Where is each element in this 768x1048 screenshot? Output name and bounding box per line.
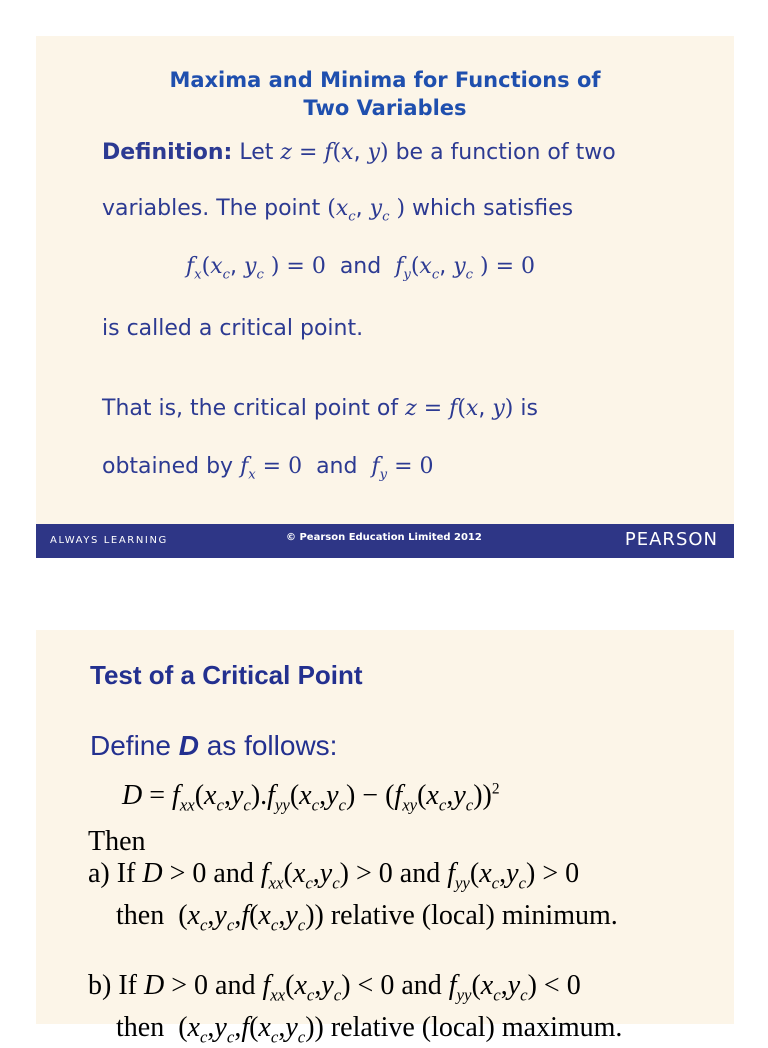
definition-line-2: variables. The point ($x_c$, $y_c$ ) which satisfies	[102, 196, 574, 225]
slide-2-title: Test of a Critical Point	[90, 660, 363, 690]
formula-d: $D = f_{xx}(x_c,y_c).f_{yy}(x_c,y_c) - (f_{xy}(x_c,y_c))^2$	[122, 780, 500, 815]
definition-line-6: obtained by $f_x = 0$ and $f_y = 0$	[102, 454, 434, 483]
case-b-condition: b) If D > 0 and $f_{xx}(x_c,y_c) < 0$ and $f_{yy}(x_c,y_c) < 0$	[88, 970, 581, 1005]
slide-2	[36, 630, 734, 1047]
slide-1	[36, 36, 734, 524]
case-a-condition: a) If D > 0 and $f_{xx}(x_c,y_c) > 0$ and $f_{yy}(x_c,y_c) > 0$	[88, 858, 580, 893]
case-a-result: then $(x_c,y_c,f(x_c,y_c))$ relative (local) minimum.	[116, 900, 618, 935]
always-learning-label: ALWAYS LEARNING	[50, 535, 168, 546]
definition-line-5: That is, the critical point of z = f(x, y) is	[102, 396, 538, 421]
slide-1-title: Maxima and Minima for Functions of Two Variables	[169, 68, 601, 120]
copyright-label: © Pearson Education Limited 2012	[286, 532, 482, 543]
pearson-logo: PEARSON	[624, 529, 718, 550]
critical-point-equation: $f_x(x_c$, $y_c$ ) = 0 and $f_y(x_c$, $y_c$ ) = 0	[186, 254, 536, 283]
definition-line-1: Definition: Let z = f(x, y) be a function of two	[102, 140, 616, 165]
define-d-line: Define D as follows:	[90, 730, 338, 761]
case-b-result: then $(x_c,y_c,f(x_c,y_c))$ relative (local) maximum.	[116, 1012, 623, 1047]
then-label: Then	[88, 826, 146, 857]
pearson-footer-bar	[36, 524, 734, 558]
definition-line-4: is called a critical point.	[102, 316, 364, 341]
definition-label: Definition:	[102, 140, 233, 165]
